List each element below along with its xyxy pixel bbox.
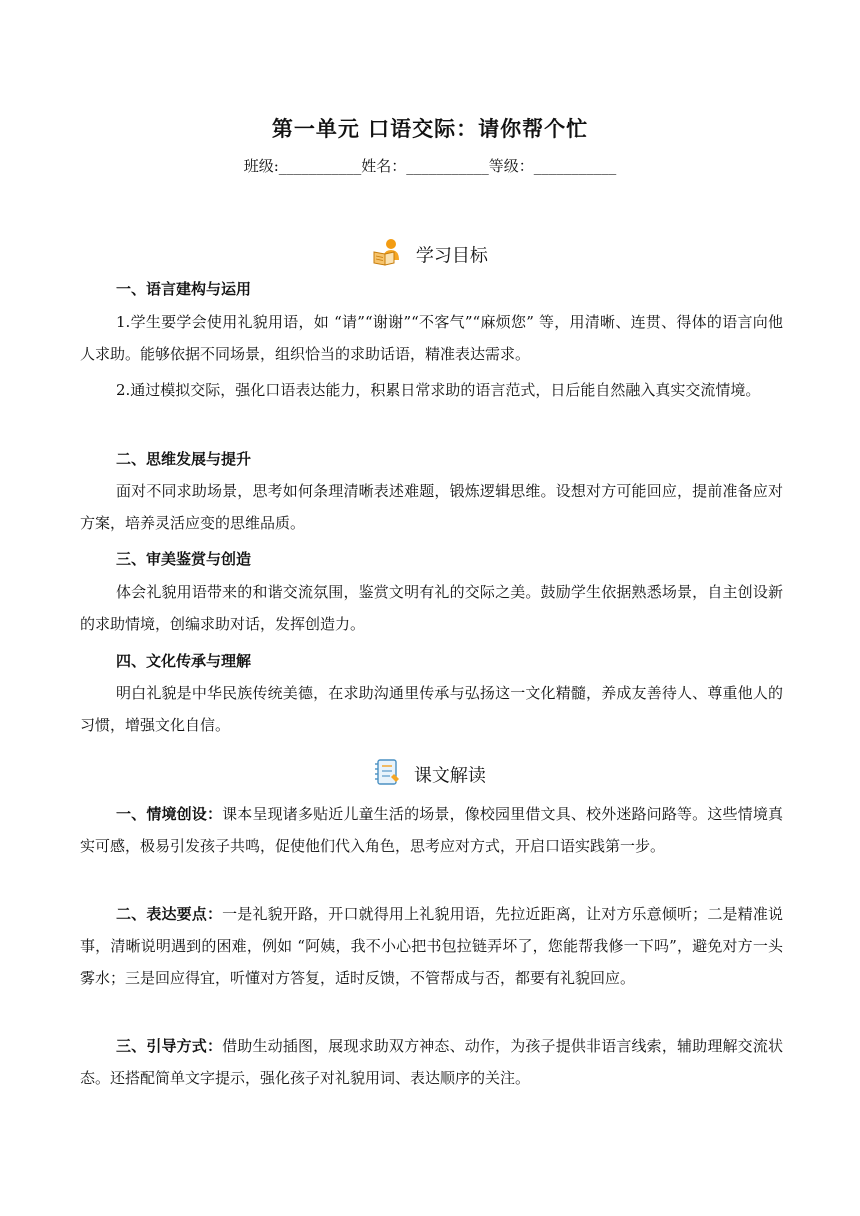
- subheading-thinking: 二、思维发展与提升: [116, 450, 252, 468]
- paragraph-text: 借助生动插图，展现求助双方神态、动作，为孩子提供非语言线索，辅助理解交流状态。还搭配简单文字提示，强化孩子对礼貌用词、表达顺序的关注。: [80, 1037, 783, 1087]
- subheading-culture: 四、文化传承与理解: [116, 652, 252, 670]
- paragraph: 1.学生要学会使用礼貌用语，如 “请”“谢谢”“不客气”“麻烦您” 等，用清晰、连贯、得体的语言向他人求助。能够依据不同场景，组织恰当的求助话语，精准表达需求。: [80, 313, 783, 363]
- page-title: 第一单元 口语交际：请你帮个忙: [271, 117, 589, 141]
- student-info-line: 班级:___________姓名：___________等级：___________: [243, 157, 617, 175]
- paragraph: 2.通过模拟交际，强化口语表达能力，积累日常求助的语言范式，日后能自然融入真实交流情境。: [116, 381, 761, 399]
- paragraph: 明白礼貌是中华民族传统美德，在求助沟通里传承与弘扬这一文化精髓，养成友善待人、尊重他人的习惯，增强文化自信。: [80, 684, 783, 734]
- section-heading-label: 课文解读: [413, 765, 486, 787]
- subheading-language: 一、语言建构与运用: [116, 280, 252, 298]
- paragraph-expression: [80, 898, 783, 994]
- paragraph-scenario: [80, 798, 783, 862]
- paragraph-text: 一是礼貌开路，开口就得用上礼貌用语，先拉近距离，让对方乐意倾听；二是精准说事，清晰说明遇到的困难，例如 “阿姨，我不小心把书包拉链弄坏了，您能帮我修一下吗”，避免对方一头雾水；三是回应得宜，听懂对方答复，适时反馈，不管帮成与否，都要有礼貌回应。: [80, 905, 783, 987]
- paragraph-lead: 三、引导方式：: [116, 1037, 223, 1055]
- section-heading-label: 学习目标: [415, 245, 488, 267]
- paragraph: 体会礼貌用语带来的和谐交流氛围，鉴赏文明有礼的交际之美。鼓励学生依据熟悉场景，自主创设新的求助情境，创编求助对话，发挥创造力。: [80, 583, 783, 633]
- person-book-icon: [372, 238, 402, 271]
- section-heading-goals: [0, 238, 860, 271]
- paragraph-lead: 二、表达要点：: [116, 905, 223, 923]
- paragraph-text: 课本呈现诸多贴近儿童生活的场景，像校园里借文具、校外迷路问路等。这些情境真实可感，极易引发孩子共鸣，促使他们代入角色，思考应对方式，开启口语实践第一步。: [80, 805, 783, 855]
- section-heading-reading: [0, 758, 860, 791]
- subheading-aesthetics: 三、审美鉴赏与创造: [116, 550, 252, 568]
- paragraph: 面对不同求助场景，思考如何条理清晰表述难题，锻炼逻辑思维。设想对方可能回应，提前准备应对方案，培养灵活应变的思维品质。: [80, 482, 783, 532]
- notebook-icon: [374, 758, 400, 791]
- paragraph-lead: 一、情境创设：: [116, 805, 223, 823]
- paragraph-guidance: [80, 1030, 783, 1094]
